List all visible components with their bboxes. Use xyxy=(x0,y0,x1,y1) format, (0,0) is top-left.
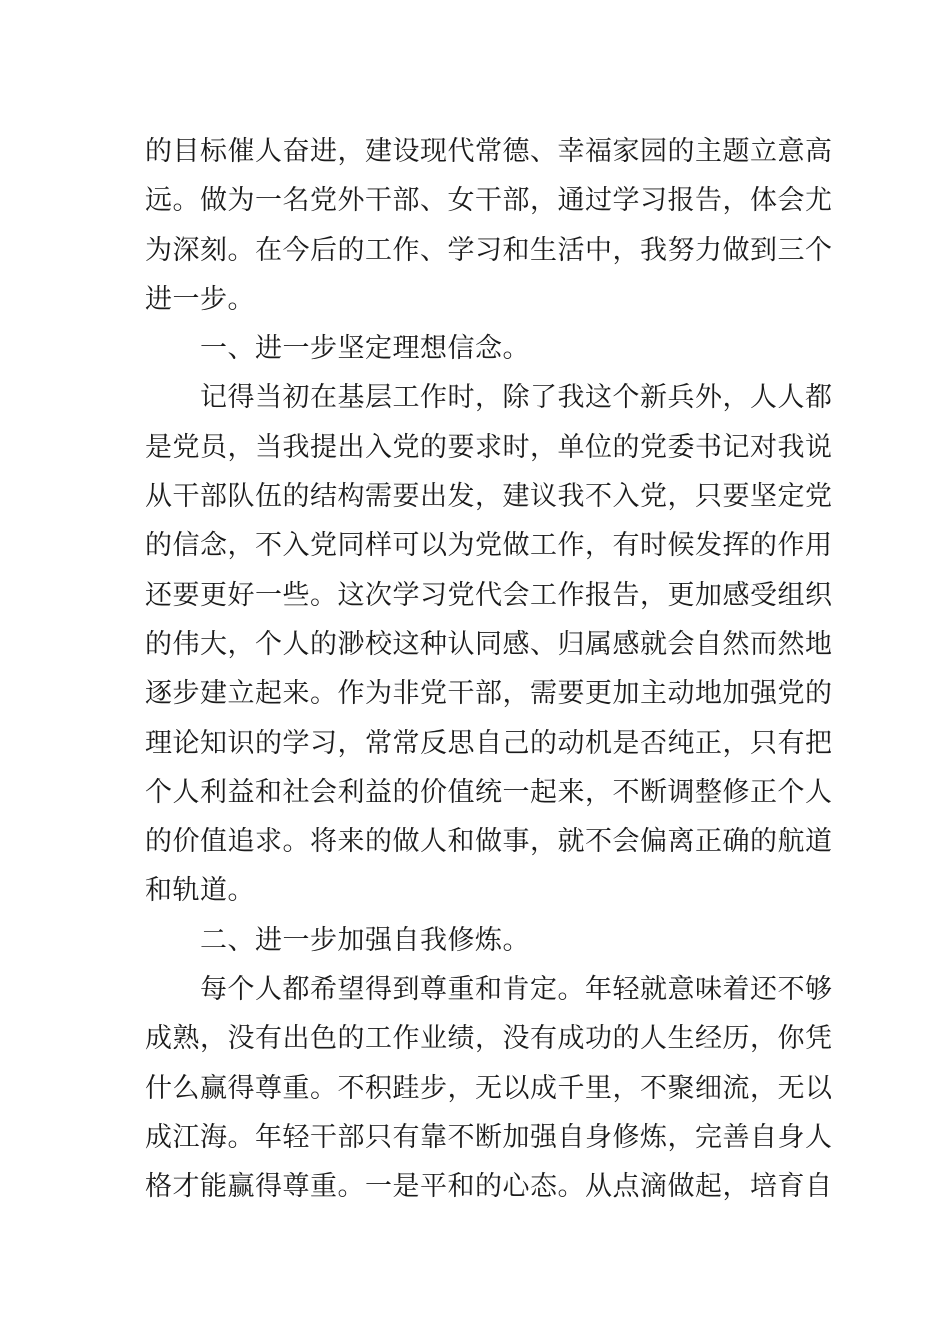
text-line: 的目标催人奋进，建设现代常德、幸福家园的主题立意高 xyxy=(145,136,833,167)
text-line: 格才能赢得尊重。一是平和的心态。从点滴做起，培育自 xyxy=(145,1171,833,1203)
text-line: 从干部队伍的结构需要出发，建议我不入党，只要坚定党 xyxy=(145,481,833,513)
text-line: 是党员，当我提出入党的要求时，单位的党委书记对我说 xyxy=(145,431,833,463)
text-line: 逐步建立起来。作为非党干部，需要更加主动地加强党的 xyxy=(145,678,833,710)
section-heading: 一、进一步坚定理想信念。 xyxy=(200,333,530,365)
text-line: 每个人都希望得到尊重和肯定。年轻就意味着还不够 xyxy=(200,974,833,1006)
text-line: 还要更好一些。这次学习党代会工作报告，更加感受组织 xyxy=(145,579,833,611)
text-line: 进一步。 xyxy=(145,283,255,315)
text-line: 成江海。年轻干部只有靠不断加强自身修炼，完善自身人 xyxy=(145,1121,833,1153)
text-line: 理论知识的学习，常常反思自己的动机是否纯正，只有把 xyxy=(145,727,833,759)
text-line: 和轨道。 xyxy=(145,875,255,907)
document-body xyxy=(145,127,833,1212)
text-line: 为深刻。在今后的工作、学习和生活中，我努力做到三个 xyxy=(145,234,833,266)
section-heading: 二、进一步加强自我修炼。 xyxy=(200,924,530,956)
text-line: 个人利益和社会利益的价值统一起来，不断调整修正个人 xyxy=(145,776,833,808)
text-line: 的伟大，个人的渺校这种认同感、归属感就会自然而然地 xyxy=(145,628,833,660)
text-line: 远。做为一名党外干部、女干部，通过学习报告，体会尤 xyxy=(145,185,833,217)
text-line: 什么赢得尊重。不积跬步，无以成千里，不聚细流，无以 xyxy=(145,1072,833,1104)
text-line: 的价值追求。将来的做人和做事，就不会偏离正确的航道 xyxy=(145,826,833,858)
text-line: 记得当初在基层工作时，除了我这个新兵外，人人都 xyxy=(200,382,833,414)
text-line: 成熟，没有出色的工作业绩，没有成功的人生经历，你凭 xyxy=(145,1023,833,1055)
text-line: 的信念，不入党同样可以为党做工作，有时候发挥的作用 xyxy=(145,530,833,562)
